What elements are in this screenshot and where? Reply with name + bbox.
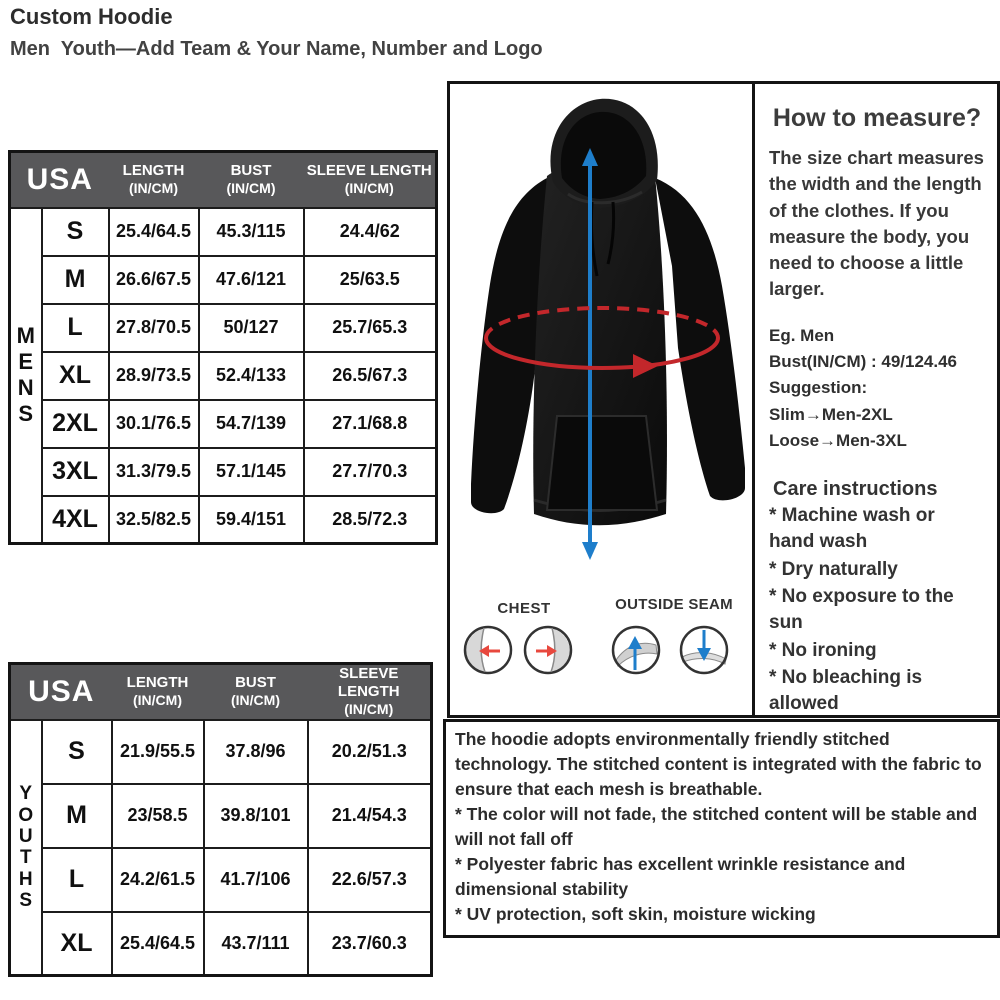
measurement-cell: 25.4/64.5	[112, 912, 204, 976]
description-line: * Polyester fabric has excellent wrinkle resistance and dimensional stability	[455, 854, 906, 900]
seam-arrow-up-icon	[610, 624, 662, 676]
measurement-cell: 21.9/55.5	[112, 720, 204, 784]
column-header-label: BUST	[230, 162, 272, 180]
group-letter: N	[17, 375, 34, 401]
usa-header-cell: USA	[10, 664, 112, 720]
column-header-unit: (IN/CM)	[129, 180, 178, 197]
column-header-label: BUST	[235, 674, 276, 692]
size-chart-header-row	[10, 664, 432, 720]
group-letter: Y	[19, 783, 33, 805]
chest-arrow-left-icon	[462, 624, 514, 676]
column-header-unit: (IN/CM)	[133, 692, 182, 709]
column-header-cell	[199, 152, 304, 208]
column-header-unit: (IN/CM)	[344, 701, 394, 718]
column-header-label: LENGTH	[122, 162, 185, 180]
group-label-cell	[10, 208, 42, 544]
measurement-cell: 41.7/106	[204, 848, 308, 912]
measurement-cell: 59.4/151	[199, 496, 304, 544]
measurement-cell: 28.5/72.3	[304, 496, 437, 544]
measurement-cell: 50/127	[199, 304, 304, 352]
care-instruction-item: * No exposure to the sun	[769, 586, 954, 633]
measurement-cell: 26.5/67.3	[304, 352, 437, 400]
size-cell: XL	[42, 912, 112, 976]
size-row	[10, 496, 437, 544]
measurement-cell: 27.8/70.5	[109, 304, 199, 352]
measurement-cell: 24.2/61.5	[112, 848, 204, 912]
care-instruction-item: * No bleaching is allowed	[769, 667, 923, 714]
measurement-cell: 54.7/139	[199, 400, 304, 448]
youths-size-chart-body	[10, 720, 432, 976]
usa-header-cell: USA	[10, 152, 109, 208]
care-instructions-list	[769, 503, 985, 716]
youths-size-chart-head	[10, 664, 432, 720]
size-row	[10, 448, 437, 496]
group-letter: E	[18, 349, 34, 375]
description-line: * The color will not fade, the stitched content will be stable and will not fall off	[455, 804, 978, 850]
care-instruction-item: * Machine wash or hand wash	[769, 505, 935, 552]
group-letter: S	[19, 889, 33, 911]
size-example-line: Slim→Men-2XL	[769, 404, 893, 424]
size-cell: L	[42, 848, 112, 912]
group-letter: M	[16, 323, 35, 349]
column-header-unit: (IN/CM)	[231, 692, 280, 709]
column-header-label: SLEEVE LENGTH	[306, 162, 432, 180]
measurement-cell: 22.6/57.3	[308, 848, 432, 912]
size-cell: M	[42, 784, 112, 848]
column-header-cell	[112, 664, 204, 720]
hoodie-measure-panel	[450, 84, 755, 715]
size-cell: M	[42, 256, 109, 304]
measurement-cell: 47.6/121	[199, 256, 304, 304]
size-row	[10, 352, 437, 400]
size-example-line: Eg. Men	[769, 325, 835, 345]
group-label-cell	[10, 720, 42, 976]
size-row	[10, 208, 437, 256]
measurement-cell: 21.4/54.3	[308, 784, 432, 848]
column-header-cell	[204, 664, 308, 720]
size-cell: L	[42, 304, 109, 352]
size-chart-header-row	[10, 152, 437, 208]
measurement-cell: 37.8/96	[204, 720, 308, 784]
size-row	[10, 256, 437, 304]
measurement-cell: 27.7/70.3	[304, 448, 437, 496]
measurement-cell: 45.3/115	[199, 208, 304, 256]
size-row	[10, 304, 437, 352]
measurement-cell: 23/58.5	[112, 784, 204, 848]
group-letter: U	[18, 825, 33, 847]
seam-arrow-down-icon	[678, 624, 730, 676]
size-example-line: Bust(IN/CM) : 49/124.46	[769, 351, 957, 371]
care-instruction-item: * Dry naturally	[769, 558, 898, 580]
measurement-cell: 30.1/76.5	[109, 400, 199, 448]
group-letter: O	[18, 804, 34, 826]
size-row	[10, 784, 432, 848]
size-cell: 3XL	[42, 448, 109, 496]
measurement-cell: 57.1/145	[199, 448, 304, 496]
page-title: Custom Hoodie	[10, 4, 173, 29]
size-example-block	[769, 323, 985, 455]
mens-size-chart-body	[10, 208, 437, 544]
youths-size-chart	[8, 662, 433, 977]
size-cell: 4XL	[42, 496, 109, 544]
how-to-measure-panel	[755, 84, 997, 715]
description-line: * UV protection, soft skin, moisture wicking	[455, 904, 816, 925]
column-header-label: SLEEVE LENGTH	[337, 665, 400, 701]
measurement-cell: 25/63.5	[304, 256, 437, 304]
size-example-line: Suggestion:	[769, 378, 868, 398]
measurement-cell: 27.1/68.8	[304, 400, 437, 448]
hoodie-right-sleeve	[655, 178, 745, 500]
chest-label: CHEST	[497, 600, 551, 617]
size-cell: S	[42, 720, 112, 784]
group-letter: H	[18, 868, 33, 890]
outside-seam-label: OUTSIDE SEAM	[615, 596, 733, 613]
hoodie-product-image	[450, 86, 752, 591]
measurement-cell: 32.5/82.5	[109, 496, 199, 544]
size-cell: S	[42, 208, 109, 256]
group-letter: T	[19, 847, 32, 869]
measurement-cell: 25.4/64.5	[109, 208, 199, 256]
page-subtitle: Men Youth—Add Team & Your Name, Number and Logo	[10, 38, 543, 60]
upper-panels	[447, 81, 1000, 718]
measurement-cell: 43.7/111	[204, 912, 308, 976]
chest-arrow-right-icon	[522, 624, 574, 676]
hoodie-pocket	[547, 416, 657, 510]
size-cell: 2XL	[42, 400, 109, 448]
mens-size-chart-head	[10, 152, 437, 208]
care-instruction-item: * No ironing	[769, 639, 877, 661]
size-example-line: Loose→Men-3XL	[769, 430, 907, 450]
description-line: The hoodie adopts environmentally friendly stitched technology. The stitched content is integrated with the fabric to ensure that each mesh is breathable.	[455, 729, 982, 800]
how-to-measure-body: The size chart measures the width and the length of the clothes. If you measure the body, you need to choose a little larger.	[769, 147, 984, 300]
measurement-cell: 26.6/67.5	[109, 256, 199, 304]
column-header-cell	[109, 152, 199, 208]
column-header-cell	[304, 152, 437, 208]
measurement-cell: 28.9/73.5	[109, 352, 199, 400]
column-header-unit: (IN/CM)	[344, 180, 394, 197]
mens-size-chart	[8, 150, 438, 545]
measurement-cell: 24.4/62	[304, 208, 437, 256]
product-description-box	[443, 719, 1000, 938]
column-header-cell	[308, 664, 432, 720]
column-header-unit: (IN/CM)	[226, 180, 276, 197]
care-instructions-heading: Care instructions	[773, 478, 938, 501]
size-row	[10, 912, 432, 976]
group-letter: S	[18, 401, 34, 427]
size-row	[10, 400, 437, 448]
measurement-cell: 52.4/133	[199, 352, 304, 400]
measurement-cell: 39.8/101	[204, 784, 308, 848]
measurement-cell: 31.3/79.5	[109, 448, 199, 496]
column-header-label: LENGTH	[126, 674, 189, 692]
size-row	[10, 848, 432, 912]
measurement-cell: 20.2/51.3	[308, 720, 432, 784]
measurement-cell: 25.7/65.3	[304, 304, 437, 352]
size-row	[10, 720, 432, 784]
measurement-cell: 23.7/60.3	[308, 912, 432, 976]
how-to-measure-heading: How to measure?	[772, 104, 982, 132]
size-cell: XL	[42, 352, 109, 400]
